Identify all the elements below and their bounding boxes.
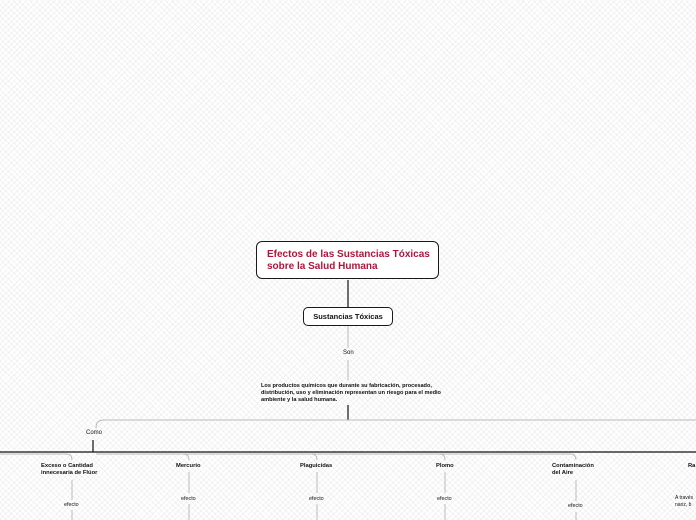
contaminacion-efecto-label[interactable]: efecto xyxy=(568,503,583,509)
drop-plomo xyxy=(96,454,445,460)
fluor-efecto-label[interactable]: efecto xyxy=(64,502,79,508)
category-mercurio[interactable]: Mercurio xyxy=(176,463,201,469)
root-topic-node[interactable] xyxy=(256,241,439,279)
top-bracket-line xyxy=(96,420,696,428)
drop-mercurio xyxy=(96,454,189,460)
category-plomo[interactable]: Plomo xyxy=(436,463,454,469)
category-contaminacion[interactable]: Contaminación del Aire xyxy=(552,463,594,476)
partial-description: A través nariz, b xyxy=(675,495,694,508)
category-partial[interactable]: Ra xyxy=(688,463,696,469)
main-topic-node[interactable] xyxy=(303,307,393,326)
como-connector-label[interactable]: Como xyxy=(86,430,103,436)
main-topic-label: Sustancias Tóxicas xyxy=(313,312,383,321)
plaguicidas-efecto-label[interactable]: efecto xyxy=(309,496,324,502)
drop-contaminacion xyxy=(96,454,576,460)
definition-node[interactable]: Los productos químicos que durante su fabricación, procesado, distribución, uso y eliminación representan un riesgo para el medio ambiente y la salud humana. xyxy=(261,383,441,403)
drop-fluor xyxy=(0,454,72,460)
mercurio-efecto-label[interactable]: efecto xyxy=(181,496,196,502)
plomo-efecto-label[interactable]: efecto xyxy=(437,496,452,502)
category-plaguicidas[interactable]: Plaguicidas xyxy=(300,463,333,469)
drop-plaguicidas xyxy=(96,454,317,460)
son-connector-label[interactable]: Son xyxy=(343,350,354,356)
root-topic-title: Efectos de las Sustancias Tóxicas sobre la Salud Humana xyxy=(267,249,430,272)
category-fluor[interactable]: Exceso o Cantidad innecesaria de Flúor xyxy=(41,463,98,476)
